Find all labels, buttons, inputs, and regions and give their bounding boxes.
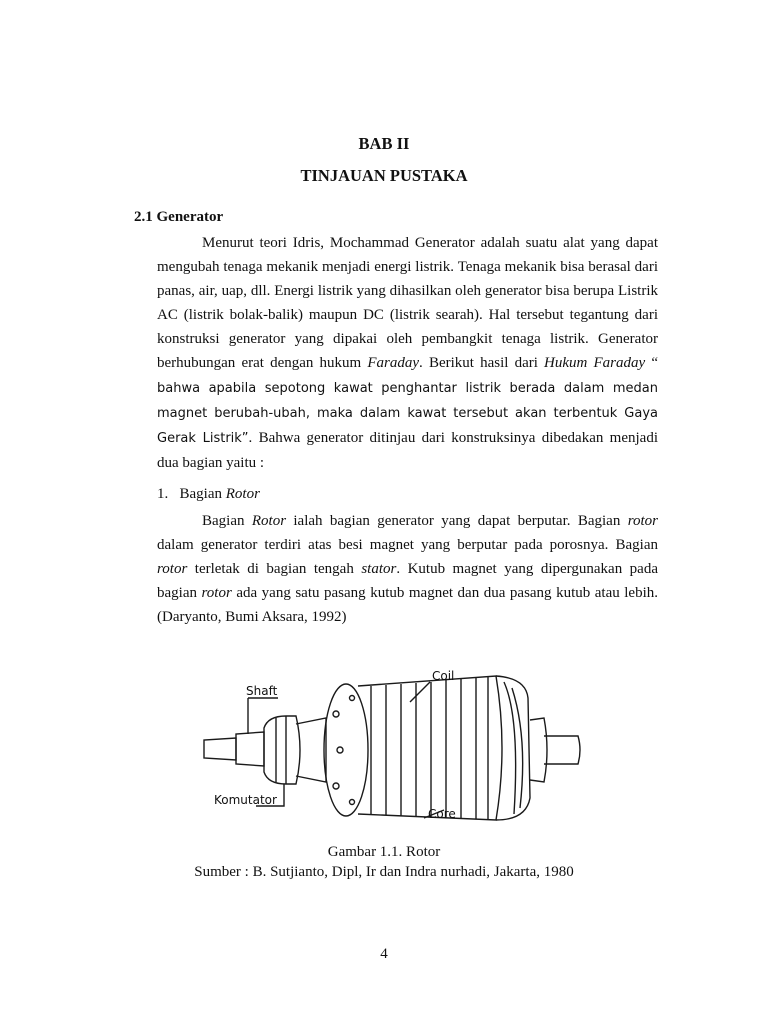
winding-end — [496, 676, 530, 820]
shaft-right-end — [544, 736, 580, 764]
coil-slots — [371, 677, 488, 820]
rotor-core — [358, 676, 502, 820]
list-item — [157, 486, 260, 503]
paragraph-text: . Kutub magnet yang dipergunakan pada bagian — [157, 561, 658, 602]
italic-term: rotor — [627, 513, 658, 529]
label-core: Core — [428, 807, 456, 821]
list-label: Bagian — [179, 486, 226, 502]
bearing — [530, 718, 547, 782]
paragraph-text: Menurut teori Idris, Mochammad Generator adalah suatu alat yang dapat mengubah tenaga mekanik menjadi energi listrik. Tenaga mekanik bisa berasal dari panas, air, uap, dll. Energi listrik yang dihasilkan oleh generator bisa berupa Listrik AC (listrik bolak-balik) maupun DC (listrik searah). Hal tersebut tegantung dari konstruksi generator yang dipakai oleh pembangkit tenaga listrik. Generator berhubungan erat dengan hukum — [157, 235, 658, 372]
paragraph-rotor — [157, 509, 658, 629]
faraday-quote: bahwa apabila sepotong kawat penghantar listrik berada dalam medan magnet berubah-ubah, maka dalam kawat tersebut akan terbentuk Gaya Gerak Listrik” — [157, 380, 658, 446]
shaft-left-end — [204, 738, 236, 760]
italic-term: rotor — [201, 585, 232, 602]
chapter-title: TINJAUAN PUSTAKA — [300, 166, 468, 185]
paragraph-text: ialah bagian generator yang dapat berputar. Bagian — [286, 513, 628, 529]
paragraph-text: . Bahwa generator ditinjau dari konstruksinya dibedakan menjadi dua bagian yaitu : — [157, 429, 658, 471]
figure-caption: Gambar 1.1. Rotor — [327, 844, 441, 860]
page-number: 4 — [380, 946, 388, 962]
end-plate — [324, 684, 368, 816]
paragraph-text: Bagian — [202, 513, 252, 529]
italic-term: stator — [361, 561, 397, 578]
paragraph-text: dalam generator terdiri atas besi magnet yang berputar pada porosnya. Bagian — [157, 537, 658, 554]
list-number: 1. — [157, 486, 169, 502]
label-komutator: Komutator — [214, 793, 277, 807]
paragraph-text: ada yang satu pasang kutub magnet dan dua pasang kutub atau lebih. (Daryanto, Bumi Aksara, 1992) — [157, 585, 659, 626]
list-label-italic: Rotor — [225, 486, 260, 502]
section-heading: 2.1 Generator — [134, 209, 224, 225]
figure-source: Sumber : B. Sutjianto, Dipl, Ir dan Indra nurhadi, Jakarta, 1980 — [194, 864, 574, 880]
label-coil: Coil — [432, 669, 455, 683]
shaft-collar — [236, 732, 264, 766]
commutator — [264, 716, 300, 784]
italic-term: Hukum Faraday — [544, 355, 646, 372]
paragraph-text: . Berikut hasil dari — [419, 355, 545, 372]
italic-term: Rotor — [251, 513, 287, 529]
paragraph-text: terletak di bagian tengah — [187, 561, 362, 578]
chapter-number: BAB II — [358, 134, 410, 153]
rotor-figure — [196, 658, 651, 838]
paragraph-text: “ — [645, 355, 658, 372]
italic-term: rotor — [157, 561, 188, 578]
paragraph-generator-definition — [157, 231, 658, 475]
label-shaft: Shaft — [246, 684, 278, 698]
italic-term: Faraday — [367, 355, 420, 372]
